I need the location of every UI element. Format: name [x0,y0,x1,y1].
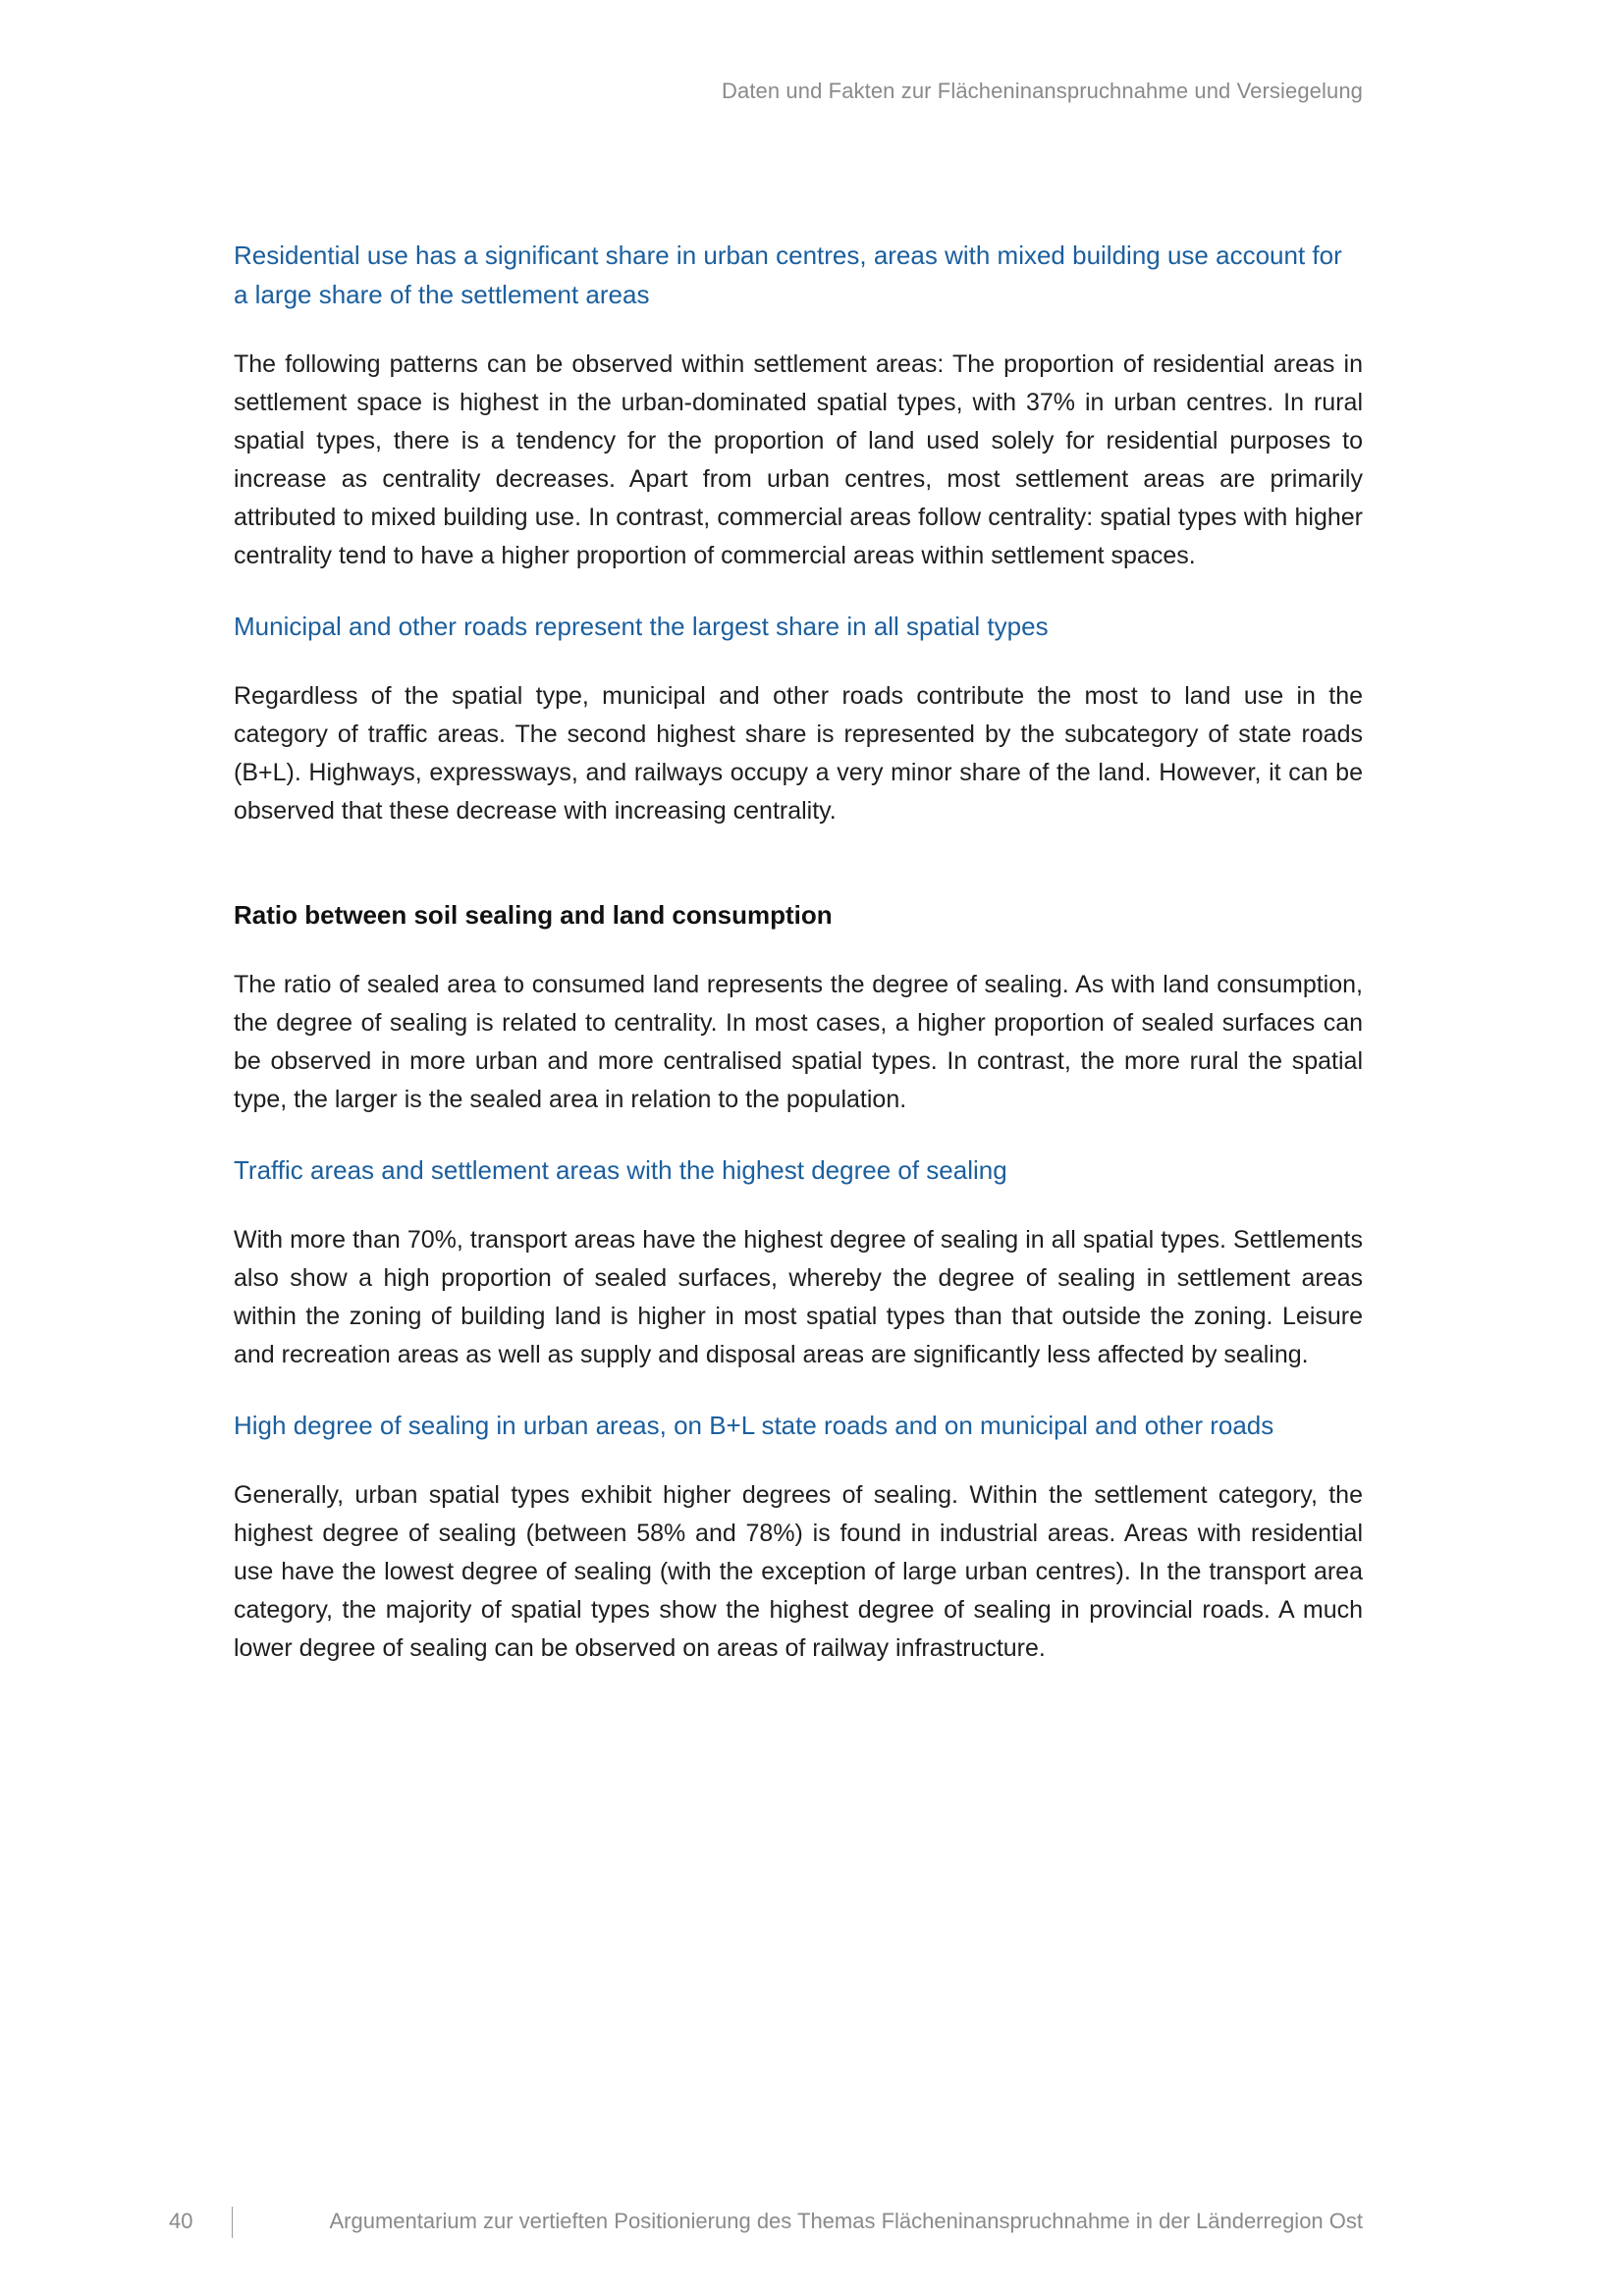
footer-document-title: Argumentarium zur vertieften Positionierung des Themas Flächeninanspruchnahme in der Länderregion Ost [329,2209,1363,2233]
paragraph-sealing-ratio: The ratio of sealed area to consumed land represents the degree of sealing. As with land consumption, the degree of sealing is related to centrality. In most cases, a higher proportion of sealed surfaces can be observed in more urban and more centralised spatial types. In contrast, the more rural the spatial type, the larger is the sealed area in relation to the population. [234,971,1363,1113]
section-spacer [234,862,1363,895]
footer-divider [232,2207,233,2238]
paragraph-settlement-patterns: The following patterns can be observed within settlement areas: The proportion of residential areas in settlement space is highest in the urban-dominated spatial types, with 37% in urban centres. In rural spatial types, there is a tendency for the proportion of land used solely for residential purposes to increase as centrality decreases. Apart from urban centres, most settlement areas are primarily attributed to mixed building use. In contrast, commercial areas follow centrality: spatial types with higher centrality tend to have a higher proportion of commercial areas within settlement spaces. [234,350,1363,569]
subheading-municipal-roads: Municipal and other roads represent the largest share in all spatial types [234,612,1049,641]
main-content [234,236,1363,1699]
subheading-residential-use: Residential use has a significant share in urban centres, areas with mixed building use account for a large share of the settlement areas [234,240,1342,309]
paragraph-transport-sealing: With more than 70%, transport areas have the highest degree of sealing in all spatial types. Settlements also show a high proportion of sealed surfaces, whereby the degree of sealing in settlement areas within the zoning of building land is higher in most spatial types than that outside the zoning. Leisure and recreation areas as well as supply and disposal areas are significantly less affected by sealing. [234,1226,1363,1368]
running-header: Daten und Fakten zur Flächeninanspruchnahme und Versiegelung [722,79,1363,103]
paragraph-traffic-areas: Regardless of the spatial type, municipal and other roads contribute the most to land use in the category of traffic areas. The second highest share is represented by the subcategory of state roads (B+L). Highways, expressways, and railways occupy a very minor share of the land. However, it can be observed that these decrease with increasing centrality. [234,682,1363,825]
paragraph-urban-sealing: Generally, urban spatial types exhibit higher degrees of sealing. Within the settlement category, the highest degree of sealing (between 58% and 78%) is found in industrial areas. Areas with residential use have the lowest degree of sealing (with the exception of large urban centres). In the transport area category, the majority of spatial types show the highest degree of sealing in provincial roads. A much lower degree of sealing can be observed on areas of railway infrastructure. [234,1481,1363,1662]
page-footer [0,2209,1624,2248]
section-heading-sealing-ratio: Ratio between soil sealing and land consumption [234,900,833,930]
page-number: 40 [169,2209,193,2233]
subheading-highest-sealing: Traffic areas and settlement areas with the highest degree of sealing [234,1155,1007,1185]
subheading-urban-sealing: High degree of sealing in urban areas, on B+L state roads and on municipal and other roads [234,1411,1274,1440]
